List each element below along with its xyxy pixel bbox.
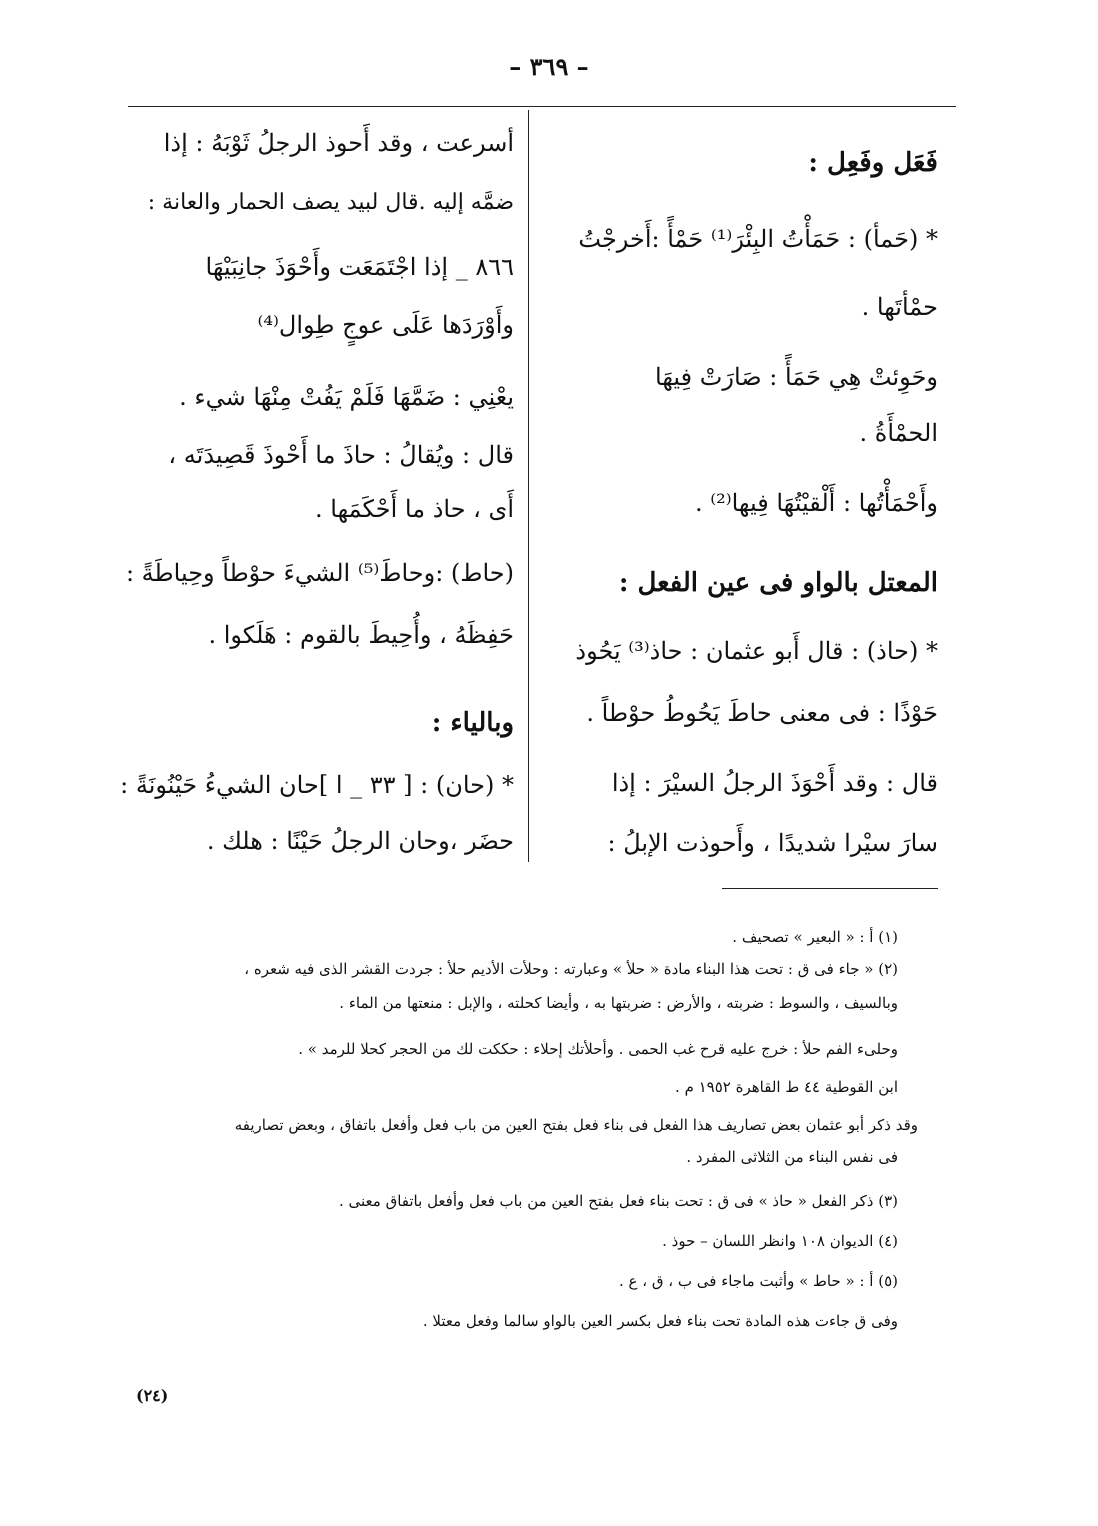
signature-mark: (٢٤)	[136, 1386, 169, 1405]
text-line: أسرعت ، وقد أَحوذ الرجلُ ثَوْبَهُ : إذا	[163, 129, 514, 157]
text-line: (حاط) :وحاطَ⁽⁵⁾ الشيءَ حوْطاً وحِياطَةً :	[125, 559, 514, 587]
footnote-line: وبالسيف ، والسوط : ضربته ، والأرض : ضربتها به ، وأيضا كحلته ، والإبل : منعتها من الماء .	[339, 994, 898, 1012]
text-line: ضمَّه إليه .قال لبيد يصف الحمار والعانة :	[147, 190, 514, 215]
column-divider	[528, 110, 529, 862]
footnote-line: وقد ذكر أبو عثمان بعض تصاريف هذا الفعل فى بناء فعل بفتح العين من باب فعل وأفعل باتفاق ، وبعض تصاريفه	[234, 1116, 918, 1134]
text-line: وحَوِئتْ هِي حَمَأً : صَارَتْ فِيهَا	[655, 363, 938, 391]
text-line: الحمْأَةُ .	[859, 419, 938, 447]
footnote-line: وحلىء الفم حلأ : خرج عليه قرح غب الحمى . وأحلأتك إحلاء : حككت لك من الحجر كحلا للرمد » .	[298, 1040, 898, 1058]
text-line: يعْنِي : ضَمَّهَا فَلَمْ يَفُتْ مِنْهَا شيء .	[179, 383, 514, 411]
heading-waw: المعتل بالواو فى عين الفعل :	[618, 568, 938, 598]
heading-ya: وبالياء :	[431, 708, 514, 738]
footnote-line: (٥) أ : « حاط » وأثبت ماجاء فى ب ، ق ، ع .	[619, 1272, 898, 1290]
header-rule	[128, 106, 956, 107]
footnote-line: (٤) الديوان ١٠٨ وانظر اللسان – حوذ .	[662, 1232, 898, 1250]
footnote-line: (٣) ذكر الفعل « حاذ » فى ق : تحت بناء فعل بفتح العين من باب فعل وأفعل باتفاق معنى .	[338, 1192, 898, 1210]
footnote-line: ابن القوطية ٤٤ ط القاهرة ١٩٥٢ م .	[675, 1078, 898, 1096]
text-line: أَى ، حاذ ما أَحْكَمَها .	[315, 495, 514, 523]
text-line: حضَر ،وحان الرجلُ حَيْنًا : هلك .	[206, 827, 514, 855]
text-line: قال : وقد أَحْوَذَ الرجلُ السيْرَ : إذا	[611, 769, 938, 797]
footnote-rule	[722, 888, 938, 889]
footnote-line: (٢) « جاء فى ق : تحت هذا البناء مادة « حلأ » وعبارته : وحلأت الأديم حلأ : جردت القشر الذى فيه شعره ،	[244, 960, 898, 978]
text-line: حَوْذًا : فى معنى حاطَ يَحُوطُ حوْطاً .	[586, 699, 938, 727]
verse-line: ٨٦٦ _ إذا اجْتَمَعَت وأَحْوَذَ جانِبَيْهَا	[205, 253, 514, 281]
heading-faal: فَعَل وفَعِل :	[808, 148, 938, 178]
footnote-line: وفى ق جاءت هذه المادة تحت بناء فعل بكسر العين بالواو سالما وفعل معتلا .	[422, 1312, 898, 1330]
text-line: حَفِظَهُ ، وأُحِيطَ بالقوم : هَلَكوا .	[208, 621, 514, 649]
text-line: حمْأتَها .	[861, 293, 938, 321]
text-line: وأَحْمَأْتُها : أَلْقيْتُهَا فِيها⁽²⁾ .	[694, 489, 938, 517]
page-number: – ٣٦٩ –	[509, 52, 589, 81]
text-line: قال : ويُقالُ : حاذَ ما أَحْوذَ قَصِيدَتَه ،	[168, 441, 514, 469]
footnote-line: فى نفس البناء من الثلاثى المفرد .	[686, 1148, 898, 1166]
text-line: * (حَمأ) : حَمَأْتُ البِئْرَ⁽¹⁾ حَمْأً :أَخرجْتُ	[578, 225, 938, 253]
text-line: * (حان) : [ ٣٣ _ ا ]حان الشيءُ حَيْنُونَةً :	[120, 771, 514, 799]
text-line: سارَ سيْرا شديدًا ، وأَحوذت الإبلُ :	[607, 829, 938, 857]
footnote-line: (١) أ : « البعير » تصحيف .	[732, 928, 898, 946]
verse-line: وأَوْرَدَها عَلَى عوجٍ طِوال⁽⁴⁾	[257, 311, 514, 339]
text-line: * (حاذ) : قال أَبو عثمان : حاذ⁽³⁾ يَحُوذ	[575, 637, 938, 665]
